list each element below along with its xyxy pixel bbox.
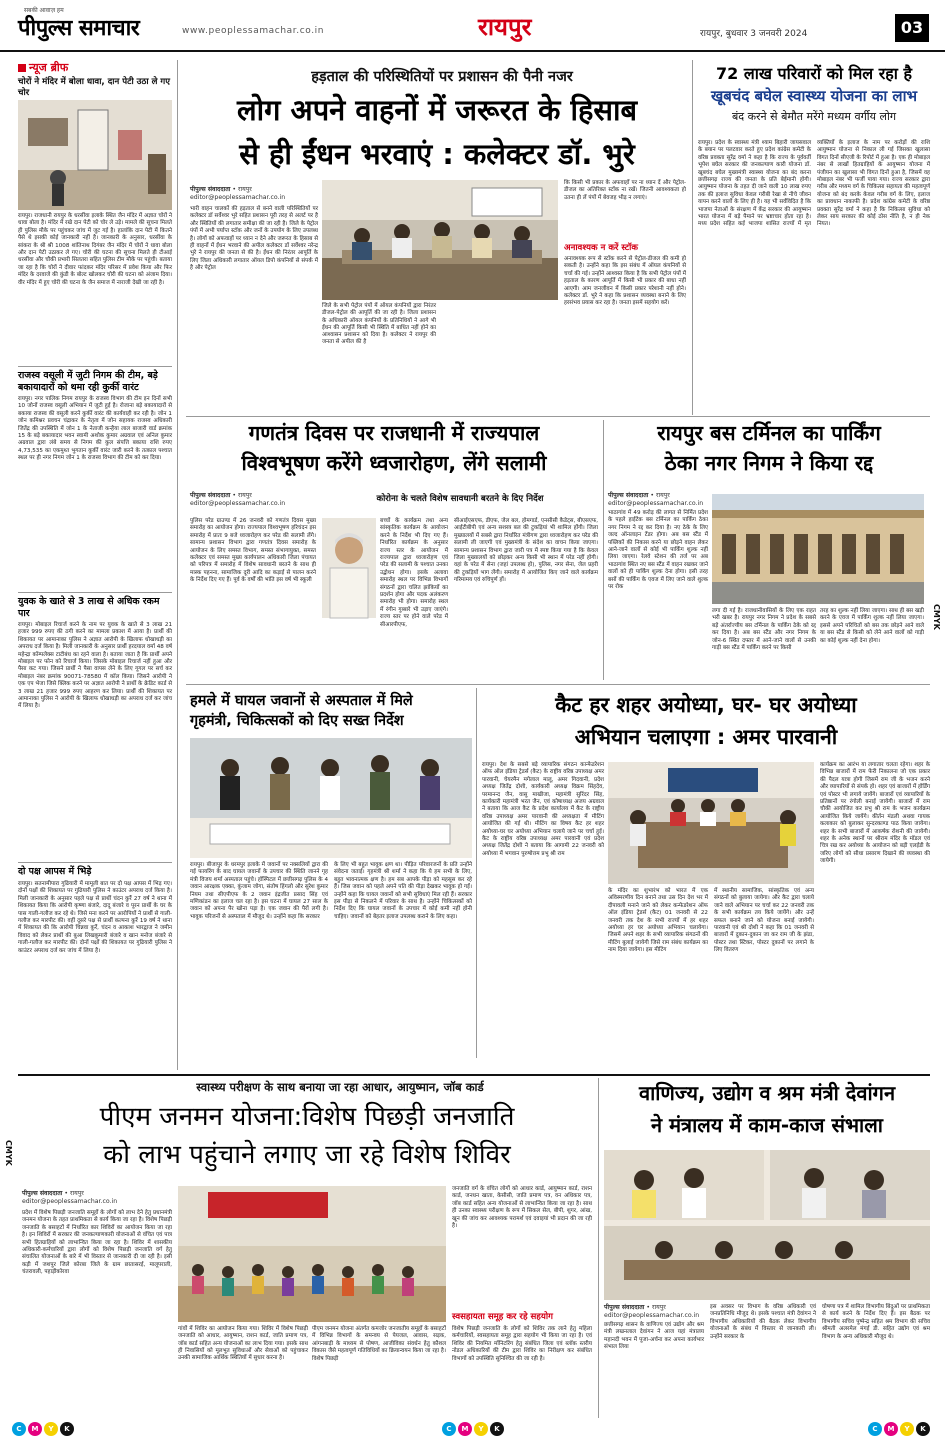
byline-email[interactable]: editor@peoplessamachar.co.in xyxy=(604,1312,700,1319)
republic-body-3: सीआईएसएफ, डीएफ, जेल बल, होमगार्ड, एनसीसी कैडेट्स, बीएसएफ, आईटीबीपी एवं अन्य सशस्त्र बल की टुकड़ियां भी शामिल होंगी। जिला मुख्यालयों में सबसे द्वारा निर्धारित मंत्रीगण द्वारा ध्वजारोहण कर परेड की सलामी ली जाएगी एवं मुख्यमंत्री के संदेश का वाचन किया जाएगा। सामान्य प्रशासन विभाग द्वारा जारी पत्र में स्पष्ट किया गया है कि केवल जिला मुख्यालयों को छोड़कर अन्य किसी भी स्थान में परेड नहीं होगी। वहां के परेड में सेना (जहां उपलब्ध हो), पुलिस, नगर सेना, जेल प्रहरी की टुकड़ियों भाग लेंगी। समारोह में आयोजित किए जाने वाले कार्यक्रम गरिमामय एवं रुचिपूर्ण हों। xyxy=(454,518,598,584)
lead-photo xyxy=(322,180,558,300)
hospital-visit-image xyxy=(190,738,472,858)
janman-body-3: जनजाति वर्ग के वंचित लोगों को आधार कार्ड, आयुष्मान कार्ड, राशन कार्ड, जनधन खाता, केसीसी, जाति प्रमाण पत्र, वन अधिकार पत्र, जॉब कार्ड सहित अन्य योजनाओं से लाभान्वित किया जा रहा है। साथ ही उनका स्वास्थ्य परीक्षण के रूप में सिकल सेल, बीपी, शुगर, आंख, खून की जांच कर आवश्यक परामर्श एवं दवाइयां भी प्रदान की जा रही है। xyxy=(452,1186,592,1230)
black-mark-icon: K xyxy=(490,1422,504,1436)
clash-body: रायपुर। सतनामीपारा गुढियारी में मामूली बात पर दो पक्ष आपस में भिड़ गए। दोनों पक्षों की शिकायत पर गुढियारी पुलिस ने काउंटर अपराध दर्ज किया है। मिली जानकारी के अनुसार पहले पक्ष से प्रार्थी चंदन कुर्रे 27 वर्ष ने थाना में शिकायत किया कि आरोपी कृष्णा बंजारे, दादू बंजारे व पूरन प्रार्थी के घर के पास गाली-गलौज कर रहे थे। जिसे मना करने पर आरोपियों ने प्रार्थी से गाली-गलौज कर मारपीट की। वहीं दूसरे पक्ष से प्रार्थी कल्पना कुर्रे 19 वर्ष ने थाना में शिकायत की कि आरोपी चिन्नवा कुर्रे, चंदन व आकाश भारद्वाज ने जमीन विवाद को लेकर प्रार्थी की बुआ लिखकुमारी बंजारे व खान मनोज बंजारे से गाली-गलौज कर मारपीट की। दोनों पक्षों की शिकायत पर गुढियारी पुलिस ने काउंटर अपराध दर्ज कर जांच में लिया है। xyxy=(18,881,172,954)
lead-headline-line-1: लोग अपने वाहनों में जरूरत के हिसाब xyxy=(236,93,638,127)
registration-marks: CMYK xyxy=(932,604,941,630)
ayodhya-headline-1: कैट हर शहर अयोध्या, घर- घर अयोध्या xyxy=(555,693,857,717)
dewangan-headline-1: वाणिज्य, उद्योग व श्रम मंत्री देवांगन xyxy=(638,1081,896,1105)
yellow-mark-icon: Y xyxy=(900,1422,914,1436)
divider xyxy=(18,592,172,593)
attack-body-2: के लिए भी बहुत भावुक क्षण था। पीड़ित परिवारजनों के प्रति उन्होंने संवेदना जताई। गृहमंत्री श्री शर्मा ने कहा कि ये हम सभी के लिए, बहुत भावनात्मक क्षण है। हम सब आपके पीड़ा को महसूस कर रहे हैं। जिस जवान को पहले अपने पति की पीड़ा देखकर भावुक हो गईं। उन्होंने कहा कि घायल जवानों को सभी सुविधाएं मिल रही हैं। सरकार इस पीड़ा से निकलने में परिवार के साथ है। उन्होंने चिकित्सकों को निर्देश दिए कि घायल जवानों के उपचार में कोई कमी नहीं होनी चाहिए। जवानों को बेहतर इलाज उपलब्ध कराने के लिए कहा। xyxy=(334,862,472,920)
byline-email[interactable]: editor@peoplessamachar.co.in xyxy=(190,194,286,201)
byline-city: रायपुर xyxy=(655,492,670,499)
column-rule xyxy=(692,60,693,415)
byline-name: पीपुल्स संवाददाता xyxy=(190,492,231,499)
ayodhya-body-1: रायपुर। देश के सबसे बड़े व्यापारिक संगठन कान्फेडरेशन ऑफ ऑल इंडिया ट्रेडर्स (कैट) के राष्ट्रीय वरिष्ठ उपाध्यक्ष अमर पारवानी, चेयरमैन मगेलाल मालू, अमर गिदवानी, प्रदेश अध्यक्ष जितेंद्र दोशी, कार्यकारी अध्यक्ष विक्रम सिंहदेव, परमानन्द जैन, वासु माखीजा, महामंत्री सुरिंदर सिंह, कार्यकारी महामंत्री भरत जैन, एवं कोषाध्यक्ष अजय अग्रवाल ने बताया कि आज कैट के प्रदेश कार्यालय में कैट के राष्ट्रीय वरिष्ठ उपाध्यक्ष अमर पारवानी की अध्यक्षता में मीटिंग आयोजित की गई थी। मीटिंग का विषय कैट हर शहर अयोध्या-घर घर अयोध्या अभियान चलाये जाने पर चर्चा हुई। कैट के राष्ट्रीय वरिष्ठ उपाध्यक्ष अमर पारवानी एवं प्रदेश अध्यक्ष जितेंद्र दोशी ने बताया कि आगामी 22 जनवरी को अयोध्या में भगवान पुरुषोत्तम प्रभु श्री राम xyxy=(482,762,604,857)
brief-body: रायपुर। राजधानी रायपुर के धरसींवा इलाके स्थित जैन मंदिर में अज्ञात चोरों ने धावा बोला है। मंदिर में रखे दान पेटी को चोर ले उड़े। मामले की सूचना मिलते ही पुलिस मौके पर पहुंचकर जांच में जुट गई है। हालांकि दान पेटी में कितने पैसे थे इसकी कोई जानकारी नहीं है। जानकारी के अनुसार, धरसींवा के सांकरा के श्री श्री 1008 शांतिनाथ दिगंबर जैन मंदिर में चोरों ने धावा बोला और दान पेटी उठाकर ले गए। चोरी की घटना की सूचना मिलते ही टीआई धरसींवा और चौकी प्रभारी सिलतरा सहित पुलिस टीम मौके पर पहुंची। बताया जा रहा है कि चोरों ने दीवार फांदकर मंदिर परिसर में प्रवेश किया और फिर मंदिर के दरवाजे की कुंडी के बोल्ट खोलकर चोरी की घटना को अंजाम दिया। वीर मंदिर में हुए चोरी की घटना के जैन समाज में नाराजी देखी जा रही है। xyxy=(18,213,172,286)
republic-body-1: पुलिस परेड ग्राउण्ड में 26 जनवरी को गणतंत्र दिवस मुख्य समारोह का आयोजन होगा। राज्यपाल विश्वभूषण हरिचंदन इस समारोह में प्रातः 9 बजे ध्वजारोहण कर परेड की सलामी लेंगे। सामान्य प्रशासन विभाग द्वारा गणतंत्र दिवस समारोह के आयोजन के लिए समस्त विभाग, समस्त संभागायुक्त, समस्त कलेक्टर एवं समस्त मुख्य कार्यपालन अधिकारी जिला पंचायत को परिपत्र में समारोह में विशेष सावधानी बरतने के साथ ही मास्क पहनना, सामाजिक दूरी आदि का कड़ाई से पालन करने के निर्देश दिए गए हैं। पूर्व के वर्षों की भांति इस वर्ष भी स्कूली xyxy=(190,518,316,584)
byline-email[interactable]: editor@peoplessamachar.co.in xyxy=(190,500,286,507)
ayush-body: रायपुर। प्रदेश के स्वास्थ्य मंत्री श्याम बिहारी जायसवाल के बयान पर पलटवार करते हुए प्रदेश कांग्रेस कमेटी के वरिष्ठ प्रवक्ता सुरेंद्र वर्मा ने कहा है कि राज्य के पूर्ववर्ती भूपेश बघेल सरकार की जनकल्याण कारी योजना डॉ. खूबचंद बघेल मुख्यमंत्री स्वास्थ्य योजना का बंद करना छत्तीसगढ़ राज्य की जनता के प्रति बेईमानी होगी। आयुष्मान योजना के तहत दी जाने वाली 10 लाख रुपए तक की इलाज सुविधा केवल गरीबी रेखा से नीचे जीवन यापन करने वालों के लिए ही है। यह भी सर्वविदित है कि भाजपा नेताओं के संरक्षण में केंद्र सरकार की आयुष्मान भारत योजना में बड़े पैमाने पर भ्रष्टाचार होता रहा है। मध्य प्रदेश सहित कई भाजपा शासित राज्यों में मृत व्यक्तियों के इलाज के नाम पर करोड़ों की राशि आयुष्मान योजना से निकाल ली गई जिसका खुलासा विगत दिनों सीएजी के रिपोर्ट में हुआ है। एक ही मोबाइल नंबर से लाखों हितग्राहियों के आयुष्मान योजना में पंजीयन का खुलासा भी विगत दिनों हुआ है, जिसमें वह मोबाइल नंबर भी फर्जी पाया गया। राज्य सरकार द्वारा गरीब और मध्यम वर्ग के चिकित्सा सहायता की महत्वपूर्ण योजना को बंद करके केवल गरीब वर्ग के लिए, इलाज का प्रावधान नाकाफी है। प्रदेश कांग्रेस कमेटी के वरिष्ठ प्रवक्ता सुरेंद्र वर्मा ने कहा है कि निकित्सा सुविधा को लेकर साय सरकार की कोई ठोस नीति है, न ही नेक नियत। xyxy=(698,140,930,228)
republic-headline-2: विश्वभूषण करेंगे ध्वजारोहण, लेंगे सलामी xyxy=(241,451,547,475)
bus-body-1: भाठागांव में 49 करोड़ की लागत से निर्मित प्रदेश के पहले हाईटेक बस टर्मिनल का पार्किंग ठेका नगर निगम ने रद्द कर दिया है। नए ठेके के लिए जल्द ऑनलाइन टेंडर होगा। अब बस स्टैंड में पब्लिकों की निकास करने या छोड़ने वाहन लेकर आने-जाने वालों से कोई भी पार्किंग शुल्क नहीं लिया जाएगा। रेलवे स्टेशन की तर्ज पर अब भाठागांव स्थित नए बस स्टैंड में वाहन रखकर जाने वालों को ही पार्किंग शुल्क देना होगा। इसी तरह बसों की पार्किंग के एवज में लिए जाने वाले शुल्क पर रोक xyxy=(608,510,708,591)
hospital-photo xyxy=(190,738,472,858)
magenta-mark-icon: M xyxy=(458,1422,472,1436)
dewangan-body-2: इस अवसर पर विभाग के वरिष्ठ अधिकारी एवं जनप्रतिनिधि मौजूद थे। इसके पश्चात मंत्री देवांगन ने विभागीय अधिकारियों की बैठक लेकर विभागीय योजनाओं के संबंध में विस्तार से जानकारी ली। उन्होंने सरकार के xyxy=(710,1304,816,1340)
temple-theft-image xyxy=(18,100,172,210)
janman-photo-caption: गांवों में शिविर का आयोजन किया गया। शिविर में विशेष पिछड़ी जनजाति को आधार, आयुष्मान, राशन कार्ड, जाति प्रमाण पत्र, जॉब कार्ड सहित अन्य योजनाओं का लाभ दिया गया। इसके साथ ही निवासियों को मूलभूत सुविधाओं और सेवाओं को पहुंचाकर उनकी सामाजिक आर्थिक स्थितियों में सुधार करना है। xyxy=(178,1326,308,1362)
ayush-headline-2: खूबचंद बघेल स्वास्थ्य योजना का लाभ xyxy=(710,87,918,105)
governor-photo xyxy=(322,518,376,618)
byline-city: रायपुर xyxy=(237,186,252,193)
brief-marker-icon xyxy=(18,64,26,72)
byline-name: पीपुल्स संवाददाता xyxy=(608,492,649,499)
fraud-body: रायपुर। मोबाइल रिचार्ज करने के नाम पर युवक के खाते से 3 लाख 21 हजार 999 रुपए की ठगी करने का मामला प्रकाश में आया है। प्रार्थी की शिकायत पर आमानाका पुलिस ने अज्ञात आरोपी के खिलाफ धोखाधड़ी का अपराध दर्ज किया है। मिली जानकारी के अनुसार प्रार्थी हरदयाल वर्मा 48 वर्ष महेन्द्रा कॉम्पलेक्स टाटीबंध का रहने वाला है। बताया जाता है कि प्रार्थी अपने मोबाइल पर फोन को रिचार्ज किया। जिसके मोबाइल रिचार्ज नहीं हुआ और पैसा कट गया। जिसने प्रार्थी ने पैसा वापस लेने के लिए गूगल पर सर्च कर मोबाइल नंबर क्रमांक 90071-78580 में कॉल किया। जिसने आरोपी ने एक एप भेजा जिसे क्लिक करने पर अज्ञात आरोपी ने प्रार्थी के क्रेडिट कार्ड से 3 लाख 21 हजार 999 रुपए आहरण कर लिया। प्रार्थी की शिकायत पर आमानाका पुलिस ने आरोपी के खिलाफ धोखाधड़ी का अपराध दर्ज कर जांच में लिया है। xyxy=(18,622,172,710)
collector-meeting-image xyxy=(322,180,558,300)
byline-email[interactable]: editor@peoplessamachar.co.in xyxy=(22,1198,118,1205)
cmyk-marks-center xyxy=(442,1422,504,1436)
byline-name: पीपुल्स संवाददाता xyxy=(604,1304,645,1311)
revenue-title: राजस्व वसूली में जुटी निगम की टीम, बड़े बकायादारों को थमा रही कुर्की वारंट xyxy=(18,370,158,393)
attack-headline-2: गृहमंत्री, चिकित्सकों को दिए सख्त निर्देश xyxy=(190,713,404,729)
revenue-body: रायपुर। नगर पालिक निगम रायपुर के राजस्व विभाग की टीम इन दिनों सभी 10 जोनों राजस्व वसूली अभियान में जुटी हुई है। रोजाना बड़े बकायादारों से बकाया राजस्व की वसूली करने कुर्की वारंट की कार्यवाही कर रही है। जोन 1 जोन कमिश्नर प्रवचन चंद्राकर के नेतृत्व में जोन सहायक राजस्व अधिकारी जितेंद्र की उपस्थिति में जोन 1 के नेताजी कन्हैया लाल बाजारी वार्ड क्रमांक 15 के बड़े बकायादार भवन स्वामी अशोक कुमार अग्रवाल एवं अनिल कुमार अग्रवाल द्वारा लंबे समय से निगम की कुल संपत्ति बकाया राशि रुपए 4,73,535 का एकमुश्त भुगतान कुर्की वारंट जारी करने के तत्काल पश्चात स्थल पर ही नगर निगम जोन 1 के राजस्व विभाग की टीम को कर दिया। xyxy=(18,396,172,462)
janman-camp-photo xyxy=(178,1186,446,1322)
column-rule xyxy=(598,1078,599,1418)
lead-headline-line-2: से ही ईंधन भरवाएं : कलेक्टर डॉ. भुरे xyxy=(239,137,635,171)
ayodhya-body-3: में स्थानीय सामाजिक, सांस्कृतिक एवं अन्य संगठनों को बुलाया जायेगा। और कैट द्वारा चलाये जाने वाले अभियान पर चर्चा कर 22 जनवरी तक के सभी कार्यक्रम तय किये जायेंगे। और उन्हें सफल बनाने जाने को योजना बनाई जायेगी। पारवानी एवं श्री दोशी ने कहा कि 01 जनवरी से बाजारों में दुकान-दुकान जा कर राम जी के झंडा, पोस्टर तथा स्टिकर, पोस्टर दुकानों पर लगाने के लिए वितरण xyxy=(714,888,814,954)
bus-body-2: लगा दी गई है। राजधानीवासियों के लिए एक राहत भरी खबर है। रायपुर नगर निगम ने प्रदेश के सबसे बड़े अंतर्राज्यीय बस टर्मिनल के पार्किंग ठेके को रद्द कर दिया है। अब बस स्टैंड और नगर निगम के जोन-6 स्थित दफ्तर में आने-जाने वालों से उनकी गाड़ी बस स्टैंड में पार्किंग करने पर किसी xyxy=(712,608,816,652)
janman-body-4: विशेष पिछड़ी जनजाति के लोगों को शिविर तक लाने हेतु महिला कर्मचारियों, स्वसहायता समूह द्वारा सहयोग भी किया जा रहा है। एवं शिविर की नियमित मॉनिटरिंग हेतु संबंधित जिला एवं ब्लॉक स्तरीय नोडल अधिकारियों की टीम द्वारा शिविर का निरीक्षण कर संबंधित विभागों को उपस्थिति सुनिश्चित की जा रही है। xyxy=(452,1326,592,1362)
lead-photo-caption-2 xyxy=(440,303,558,374)
governor-portrait-image xyxy=(322,518,376,618)
dewangan-photo xyxy=(604,1150,930,1300)
registration-marks: CMYK xyxy=(4,1140,13,1166)
section-rule xyxy=(186,684,930,685)
attack-body-1: रायपुर। बीजापुर के धरमपुर इलाके में जवानों पर नक्सलियों द्वारा की गई फायरिंग के बाद घायल जवानों के उपचार की स्थिति जानने गृह मंत्री विजय शर्मा अस्पताल पहुंचे। हॉस्पिटल में छत्तीसगढ़ पुलिस के 4 जवान आरक्षक एक्का, कुंजाम जोगा, संतोष हिंगलो और सुरेश कुमार नियम तथा सीएपीएफ के 2 जवान इंद्रजीत प्रसाद सिंह एवं मणिकांडन का इलाज चल रहा है। इस घटना में घायल 27 साल के जवान को अपना पैर खोना पड़ा है। एक जवान की पैरों लगी है। भावुक परिजनों से अस्पताल में मौजूद थे। उन्होंने कहा कि सरकार xyxy=(190,862,328,920)
republic-headline-1: गणतंत्र दिवस पर राजधानी में राज्यपाल xyxy=(248,421,540,445)
black-mark-icon: K xyxy=(60,1422,74,1436)
lead-kicker: हड़ताल की परिस्थितियों पर प्रशासन की पैनी नजर xyxy=(311,69,573,85)
lead-photo-caption: जिले के सभी पेट्रोल पंपों में ऑयल कंपनियों द्वारा निरंतर डीजल-पेट्रोल की आपूर्ति की जा रही है। जिला प्रशासन के अधिकारी ऑयल कंपनियों के प्रतिनिधियों ने आगे भी ईंधन की आपूर्ति किसी भी स्थिति में बाधित नहीं होने का आश्वासन प्रशासन को दिया है। कलेक्टर ने रायपुर की जनता से अपील की है xyxy=(322,303,436,346)
ayodhya-body-4: कार्यक्रम का आरंभ या लगातार चलता रहेगा। शहर के विभिन्न बाजारों में राम फेरी निकालना जो एक प्रकार की पैदल यात्रा होगी जिसमें राम जी के भजन करने और व्यापारियों से संपर्क हो। शहर एवं बाजारों में होर्डिंग एवं पोस्टर भी लगाये जायेंगे। बाजारों एवं व्यापारियों के प्रतिष्ठानों पर रंगोली बनाई जायेगी। बाजारों में राम चौकी आयोजित कर प्रभु श्री राम के भजन कार्यक्रम आयोजित किये जायेंगे। कीर्तन मंडली अथवा गायक कलाकार को बुलाकर सुन्दरकाण्ड पाठ किया जायेगा। शहर के सभी बाजारों में आकर्षक रोशनी की जायेगी। शहर के अनेक स्थानों पर श्रीराम मंदिर के मॉडल एवं चित्र रख कर अयोध्या के आयोजन को बड़ी एलईडी के जरिए लोगों को सीधा प्रसारण दिखाने की व्यवस्था की जायेगी। xyxy=(820,762,930,865)
ayush-headline-1: 72 लाख परिवारों को मिल रहा है xyxy=(716,64,912,83)
janman-body-2: पीएम जनमन योजना अंतर्गत कमजोर जनजातीय समूहों के बसाहटों में विभिन्न विभागों के समन्वय से पेयजल, आवास, सड़क, आंगनबाड़ी के माध्यम से पोषण, आजीविका संवर्धन हेतु कौशल विकास जैसे महत्वपूर्ण गतिविधियों का क्रियान्वयन किया जा रहा है। विशेष पिछड़ी xyxy=(312,1326,446,1362)
janman-byline: पीपुल्स संवाददाता • रायपुर editor@peoplessamachar.co.in xyxy=(22,1190,118,1205)
bus-terminal-image xyxy=(712,494,924,604)
section-rule xyxy=(18,1074,930,1076)
page-number: 03 xyxy=(895,14,929,42)
newspaper-logo: पीपुल्स समाचार xyxy=(18,16,140,41)
janman-headline-2: को लाभ पहुंचाने लगाए जा रहे विशेष शिविर xyxy=(103,1140,511,1170)
brief-photo xyxy=(18,100,172,210)
republic-body-2: बच्चों के कार्यक्रम तथा अन्य सांस्कृतिक कार्यक्रम के आयोजन करने के निर्देश भी दिए गए हैं। निर्धारित कार्यक्रम के अनुसार राज्य स्तर के आयोजन में राज्यपाल द्वारा ध्वजारोहण एवं परेड की सलामी के पश्चात उनका उद्बोधन होगा। इसके अलावा समारोह स्थल पर विभिन्न विभागों संगठनों द्वारा चलित झांकियों का प्रदर्शन होगा और पदक अलंकरण समारोह भी होगा। समारोह स्थल में रंगीन गुब्बारे भी उड़ाए जाएंगे। राज्य स्तर पर होने वाले परेड में सीआरपीएफ, xyxy=(380,518,448,628)
section-rule xyxy=(186,416,930,417)
byline-name: पीपुल्स संवाददाता xyxy=(190,186,231,193)
byline-city: रायपुर xyxy=(651,1304,666,1311)
minister-office-image xyxy=(604,1150,930,1300)
cyan-mark-icon: C xyxy=(442,1422,456,1436)
yellow-mark-icon: Y xyxy=(44,1422,58,1436)
black-mark-icon: K xyxy=(916,1422,930,1436)
bus-headline-1: रायपुर बस टर्मिनल का पार्किंग xyxy=(657,421,881,445)
column-rule xyxy=(476,688,477,1058)
janman-body-1: प्रदेश में विशेष पिछड़ी जनजाति समूहों के लोगों को लाभ देने हेतु प्रधानमंत्री जनमन योजना के तहत प्राथमिकता से कार्य किया जा रहा है। विशेष पिछड़ी जनजाति के बसाहटों में निर्धारित कार शिविरों का आयोजन किया जा रहा है। इन शिविरों में सरकार की जनकल्याणकारी योजनाओं से वंचित एवं पात्र सभी हितग्राहियों को लाभान्वित किया जा रहा है। शिविर में शासकीय अधिकारी-कर्मचारियों द्वारा लोगों को विशेष पिछड़ी जनजाति वर्ग हेतु संचालित योजनाओं के बारे में भी विस्तार से जानकारी दी जा रही है। इसी कड़ी में जशपुर जिले कोरबा जिले के ग्राम छातासरई, मालूपराली, चंतरावली, पहाड़ीकोरवा xyxy=(22,1210,172,1276)
byline-name: पीपुल्स संवाददाता xyxy=(22,1190,63,1197)
yellow-mark-icon: Y xyxy=(474,1422,488,1436)
byline-email[interactable]: editor@peoplessamachar.co.in xyxy=(608,500,704,507)
bus-terminal-photo xyxy=(712,494,924,604)
cyan-mark-icon: C xyxy=(12,1422,26,1436)
bus-body-3: तरह का शुल्क नहीं लिया जाएगा। साथ ही बस खड़ी करने के एवज में पार्किंग शुल्क नहीं लिया जाएगा। इससे अपने परिचितों को बस तक छोड़ने आने वाले या बस स्टैंड से किसी को लेने आने वालों को गाड़ी का कोई शुल्क नहीं देना होगा। xyxy=(820,608,924,644)
column-rule xyxy=(177,60,178,1070)
dewangan-body-3: घोषणा पत्र में शामिल विभागीय बिंदुओं पर प्राथमिकता से कार्य करने के निर्देश दिए हैं। इस बैठक पर विभागीय सचिव पुष्पेन्द्र सहित श्रम विभाग की सचिव श्रीमती अलरमेल मंगई डी. सहित उद्योग एवं श्रम विभाग के अन्य अधिकारी मौजूद थे। xyxy=(822,1304,930,1340)
lead-body-1: भारी वाहन चालकों की हड़ताल से बनने वाली परिस्थितियों पर कलेक्टर डॉ सर्वेश्वर भुरे सहित प्रशासन पूरी तरह से अलर्ट पर है और स्थितियों की लगातार समीक्षा की जा रही है। जिले के पेट्रोल पंपों में अभी पर्याप्त स्टॉक और जनों के उपयोग के लिए उपलब्ध है। लोगों को अफवाहों पर ध्यान न देने और जरूरत के हिसाब से ही वाहनों में ईंधन भरवाने की अपील कलेक्टर डॉ सर्वेश्वर नरेन्द्र भुरे ने रायपुर की जनता से की है। ईंधन की निरंतर आपूर्ति के लिए जिला अधिकारी लगातार ऑयल डिपो कंपनियों से संपर्क में है और पेट्रोल xyxy=(190,206,318,272)
cyan-mark-icon: C xyxy=(868,1422,882,1436)
divider xyxy=(18,366,172,367)
lead-body-2: कि किसी भी प्रकार के अफवाहों पर ना ध्यान दें और पेट्रोल-डीजल का अतिरिक्त स्टॉक ना रखें। जितनी आवश्यकता हो उतना ही लें पंपों में बेवजह भीड़ न लगाएं। xyxy=(564,180,686,201)
masthead-rule xyxy=(0,50,945,52)
byline-city: रायपुर xyxy=(69,1190,84,1197)
dateline: रायपुर, बुधवार 3 जनवरी 2024 xyxy=(700,29,808,39)
fraud-title: युवक के खाते से 3 लाख से अधिक रकम पार xyxy=(18,596,160,619)
ayodhya-headline-2: अभियान चलाएगा : अमर पारवानी xyxy=(574,725,838,749)
janman-headline-1: पीएम जनमन योजना:विशेष पिछड़ी जनजाति xyxy=(99,1102,515,1132)
ayodhya-body-2: के मंदिर का शुभारंभ को भारत में एक अविस्मरणीय दिन बनाने तथा उस दिन देश भर में दीपावली मनाने जाने को लेकर कन्फेडरेशन ऑफ ऑल इंडिया ट्रेडर्स (कैट) 01 जनवरी से 22 जनवरी तक देश के सभी राज्यों में हर शहर अयोध्या हर घर अयोध्या अभियान चलायेगा। जिसमें अपने शहर के सभी व्यापारिक संगठनों की मीटिंग बुलाई जायेगी जिसे राम संबंध कार्यक्रम का नाम दिया जायेगा। इस मीटिंग xyxy=(608,888,708,954)
dewangan-byline: पीपुल्स संवाददाता • रायपुर editor@peoplessamachar.co.in xyxy=(604,1304,700,1319)
lead-body-3: अनावश्यक रूप से स्टॉक करने से पेट्रोल-डीजल की कमी हो सकती है। उन्होंने कहा कि इस संबंध में ऑयल कंपनियों से चर्चा की गई। उन्होंने आश्वस्त किया है कि सभी पेट्रोल पंपों में हड़ताल के कारण आपूर्ति में किसी भी प्रकार की बाधा नहीं आएगी। आम जनजीवन में किसी प्रकार परेशानी नहीं होने। कलेक्टर डॉ. भुरे ने कहा कि प्रशासन व्यवस्था बनाने के लिए हरसंभव प्रयास कर रहा है। जनता इसमें सहयोग करें। xyxy=(564,256,686,307)
attack-headline-1: हमले में घायल जवानों से अस्पताल में मिले xyxy=(190,693,413,709)
divider xyxy=(18,862,172,863)
masthead-url[interactable]: www.peoplessamachar.co.in xyxy=(182,26,325,36)
cait-meeting-photo xyxy=(608,762,814,884)
clash-title: दो पक्ष आपस में भिड़े xyxy=(18,866,92,877)
brief-label: न्यूज ब्रीफ xyxy=(29,61,69,74)
masthead-tagline: सबकी आवाज़ हम xyxy=(24,7,64,14)
magenta-mark-icon: M xyxy=(28,1422,42,1436)
bus-headline-2: ठेका नगर निगम ने किया रद्द xyxy=(664,451,874,475)
republic-byline: पीपुल्स संवाददाता • रायपुर editor@peoplessamachar.co.in xyxy=(190,492,286,507)
janman-subhead: स्वसहायता समूह कर रहे सहयोग xyxy=(452,1312,553,1322)
cmyk-marks-left xyxy=(12,1422,74,1436)
lead-subhead: अनावश्यक न करें स्टॉक xyxy=(564,243,638,253)
bus-byline: पीपुल्स संवाददाता • रायपुर editor@peoplessamachar.co.in xyxy=(608,492,704,507)
janman-kicker: स्वास्थ्य परीक्षण के साथ बनाया जा रहा आधार, आयुष्मान, जॉब कार्ड xyxy=(196,1080,484,1094)
republic-subhead: कोरोना के चलते विशेष सावधानी बरतने के दिए निर्देश xyxy=(376,494,544,504)
cmyk-marks-right xyxy=(868,1422,930,1436)
news-brief xyxy=(18,60,172,99)
lead-byline: पीपुल्स संवाददाता • रायपुर editor@peoplessamachar.co.in xyxy=(190,186,286,201)
janman-camp-image xyxy=(178,1186,446,1322)
dewangan-body-1: छत्तीसगढ़ शासन के वाणिज्य एवं उद्योग और श्रम मंत्री लखनलाल देवांगन ने आज यहां मंत्रालय महानदी भवन में पूजा-अर्चना कर अपना कार्यभार संभाल लिया xyxy=(604,1322,704,1351)
cait-meeting-image xyxy=(608,762,814,884)
city-banner: रायपुर xyxy=(478,13,532,41)
dewangan-headline-2: ने मंत्रालय में काम-काज संभाला xyxy=(651,1113,883,1137)
column-rule xyxy=(603,420,604,680)
brief-title: चोरों ने मंदिर में बोला धावा, दान पेटी उठा ले गए चोर xyxy=(18,77,171,98)
ayush-subline: बंद करने से बेमौत मरेंगे मध्यम वर्गीय लोग xyxy=(731,110,897,123)
magenta-mark-icon: M xyxy=(884,1422,898,1436)
masthead xyxy=(0,0,945,52)
byline-city: रायपुर xyxy=(237,492,252,499)
